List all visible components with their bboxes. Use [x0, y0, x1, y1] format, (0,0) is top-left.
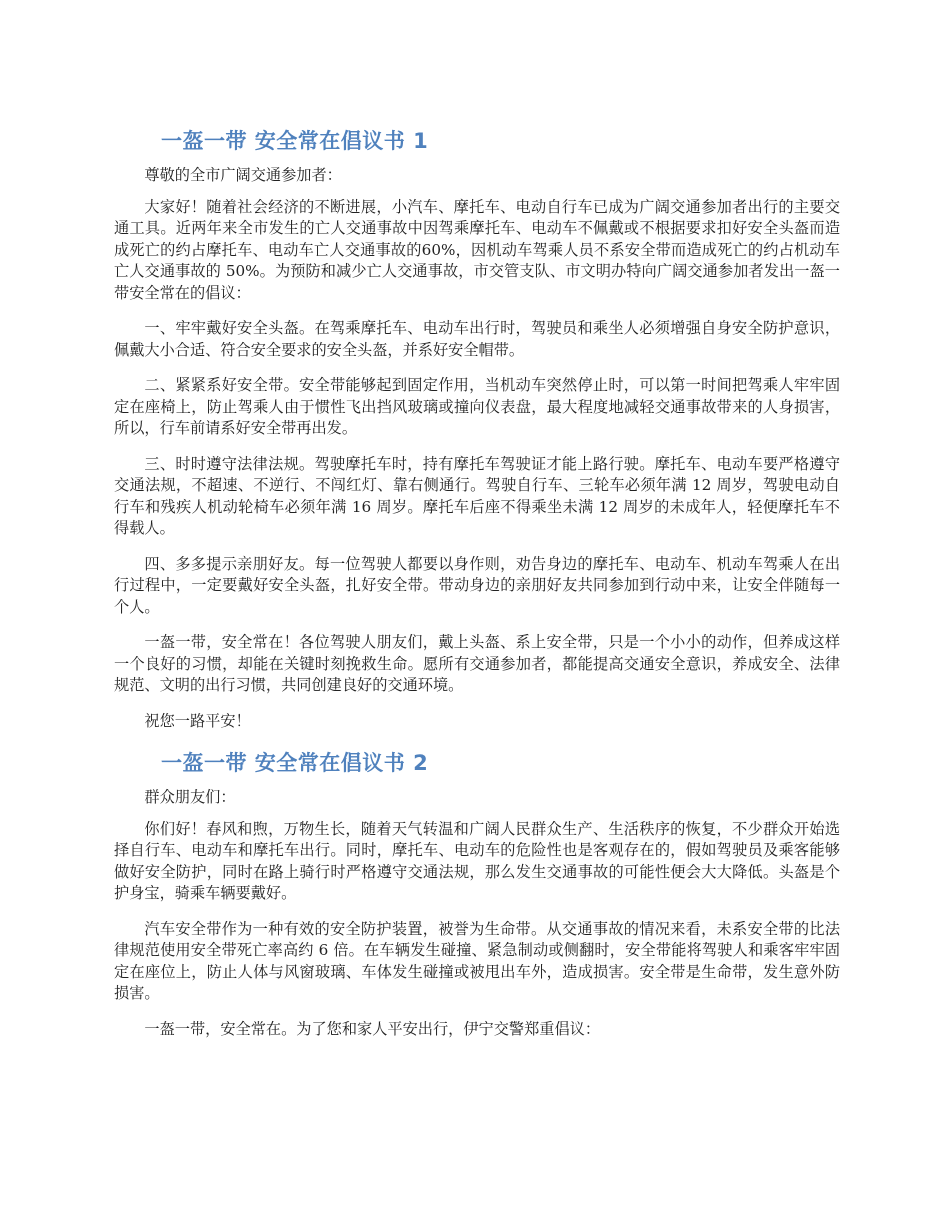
section-1-paragraph-seatbelt: 二、紧紧系好安全带。安全带能够起到固定作用，当机动车突然停止时，可以第一时间把驾乘人牢牢固定在座椅上，防止驾乘人由于惯性飞出挡风玻璃或撞向仪表盘，最大程度地减轻交通事故带来的人身损害，所以，行车前请系好安全带再出发。 — [114, 376, 840, 437]
section-2-greeting: 群众朋友们： — [144, 788, 236, 806]
section-1-paragraph-intro: 大家好！随着社会经济的不断进展，小汽车、摩托车、电动自行车已成为广阔交通参加者出行的主要交通工具。近两年来全市发生的亡人交通事故中因驾乘摩托车、电动车不佩戴或不根据要求扣好安全头盔而造成死亡的约占摩托车、电动车亡人交通事故的60%，因机动车驾乘人员不系安全带而造成死亡的约占机动车亡人交通事故的 50%。为预防和减少亡人交通事故，市交管支队、市文明办特向广阔交通参加者发出一盔一带安全常在的倡议： — [114, 197, 840, 302]
section-1-paragraph-helmet: 一、牢牢戴好安全头盔。在驾乘摩托车、电动车出行时，驾驶员和乘坐人必须增强自身安全防护意识，佩戴大小合适、符合安全要求的安全头盔，并系好安全帽带。 — [114, 319, 840, 359]
section-1-closing: 祝您一路平安！ — [144, 711, 251, 730]
section-1-greeting: 尊敬的全市广阔交通参加者： — [144, 166, 342, 184]
section-2-title: 一盔一带 安全常在倡议书 2 — [161, 751, 429, 775]
section-1-title: 一盔一带 安全常在倡议书 1 — [161, 129, 429, 153]
section-2-paragraph-seatbelt: 汽车安全带作为一种有效的安全防护装置，被誉为生命带。从交通事故的情况来看，未系安全带的比法律规范使用安全带死亡率高约 6 倍。在车辆发生碰撞、紧急制动或侧翻时，安全带能将驾驶人和乘客牢牢固定在座位上，防止人体与风窗玻璃、车体发生碰撞或被甩出车外，造成损害。安全带是生命带，发生意外防损害。 — [114, 919, 840, 1002]
section-1-paragraph-friends: 四、多多提示亲朋好友。每一位驾驶人都要以身作则，劝告身边的摩托车、电动车、机动车驾乘人在出行过程中，一定要戴好安全头盔，扎好安全带。带动身边的亲朋好友共同参加到行动中来，让安全伴随每一个人。 — [114, 554, 840, 616]
section-1-paragraph-conclusion: 一盔一带，安全常在！各位驾驶人朋友们，戴上头盔、系上安全带，只是一个小小的动作，但养成这样一个良好的习惯，却能在关键时刻挽救生命。愿所有交通参加者，都能提高交通安全意识，养成安全、法律规范、文明的出行习惯，共同创建良好的交通环境。 — [114, 633, 840, 694]
section-2-paragraph-proposal: 一盔一带，安全常在。为了您和家人平安出行，伊宁交警郑重倡议： — [144, 1019, 601, 1038]
section-1-paragraph-laws: 三、时时遵守法律法规。驾驶摩托车时，持有摩托车驾驶证才能上路行驶。摩托车、电动车要严格遵守交通法规，不超速、不逆行、不闯红灯、靠右侧通行。驾驶自行车、三轮车必须年满 12 周岁，驾驶电动自行车和残疾人机动轮椅车必须年满 16 周岁。摩托车后座不得乘坐未满 12 周岁的未成年人，轻便摩托车不得载人。 — [114, 454, 840, 537]
document-page — [114, 126, 840, 1054]
section-2-paragraph-helmet: 你们好！春风和煦，万物生长，随着天气转温和广阔人民群众生产、生活秩序的恢复，不少群众开始选择自行车、电动车和摩托车出行。同时，摩托车、电动车的危险性也是客观存在的，假如驾驶员及乘客能够做好安全防护，同时在路上骑行时严格遵守交通法规，那么发生交通事故的可能性便会大大降低。头盔是个护身宝，骑乘车辆要戴好。 — [114, 819, 840, 902]
